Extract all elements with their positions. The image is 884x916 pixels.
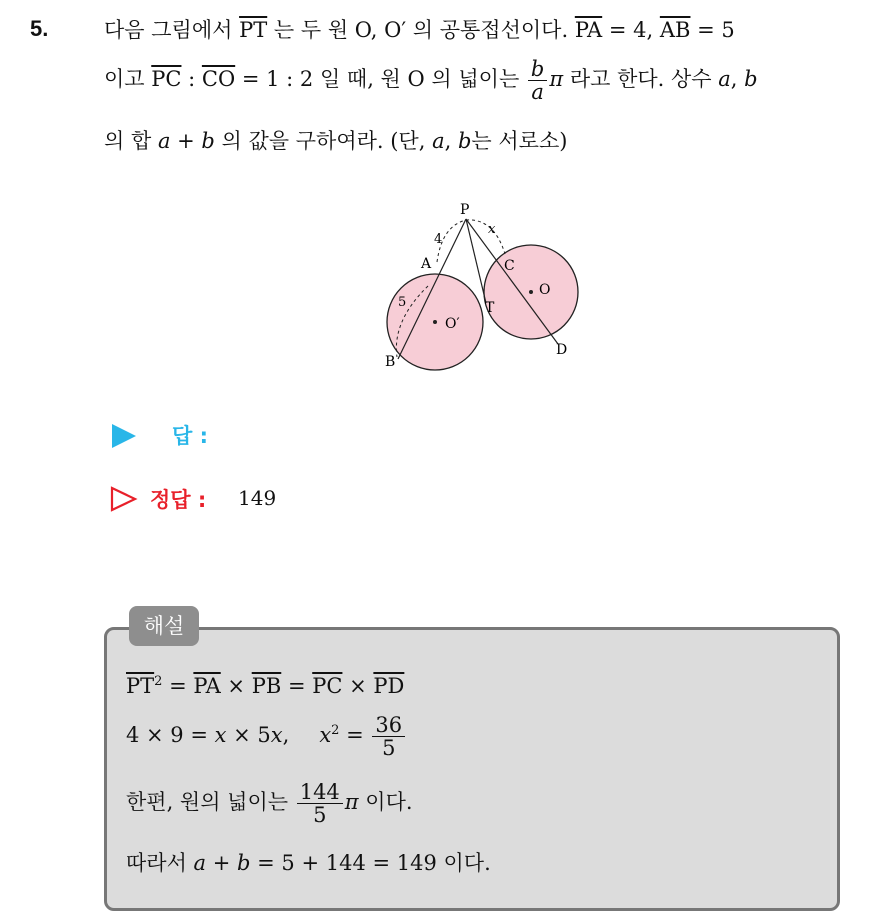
question-line-1: [104, 20, 735, 41]
pi-symbol: π: [344, 790, 359, 815]
question-text: = 1 : 2 일 때, 원 O 의 넓이는: [235, 67, 526, 92]
solution-text: 한편, 원의 넓이는: [126, 790, 295, 815]
fraction-numerator: 36: [372, 714, 405, 737]
label-d: D: [556, 342, 568, 358]
var-b: b: [744, 67, 758, 92]
dimension-arc-pc: [466, 220, 505, 254]
equals: =: [339, 723, 371, 748]
segment-pc: $\overline{PC}$: [151, 67, 182, 92]
solution-text: = 5 + 144 = 149 이다.: [250, 851, 491, 875]
label-o: O: [539, 282, 551, 298]
exponent: 2: [154, 674, 163, 689]
question-text: 라고 한다. 상수: [563, 67, 719, 92]
question-number: 5.: [30, 16, 49, 41]
label-a: A: [421, 256, 432, 272]
var-a: a: [432, 129, 445, 153]
label-t: T: [485, 300, 495, 316]
length-pa: 4: [434, 232, 443, 247]
fraction-36-over-5: [372, 714, 405, 759]
segment-pc: $\overline{PC}$: [312, 674, 343, 698]
question-text: 는 두 원 O, O′ 의 공통접선이다.: [267, 18, 575, 42]
fraction-144-over-5: [297, 781, 343, 826]
question-text: 의 합: [104, 129, 158, 153]
equals: =: [281, 674, 313, 698]
answer-triangle-icon: [112, 424, 136, 448]
length-ab: 5: [398, 295, 407, 310]
segment-pa: $\overline{PA}$: [193, 674, 221, 698]
correct-answer-value: 149: [238, 486, 277, 510]
question-text: 는 서로소): [471, 129, 568, 153]
segment-pb: $\overline{PB}$: [251, 674, 282, 698]
var-a: a: [718, 67, 731, 92]
solution-line-3: [126, 781, 413, 826]
question-text: :: [181, 67, 202, 92]
segment-pd: $\overline{PD}$: [373, 674, 405, 698]
fraction-numerator: b: [528, 58, 547, 81]
segment-co: $\overline{CO}$: [201, 67, 236, 92]
correct-answer-label: 정답 :: [150, 488, 207, 512]
var-b: b: [457, 129, 472, 153]
solution-line-2: [126, 714, 407, 759]
label-o-prime: O′: [445, 316, 460, 332]
segment-ab: $\overline{AB}$: [659, 18, 691, 42]
correct-answer-triangle-icon: [110, 486, 138, 512]
segment-pt: $\overline{PT}$: [126, 674, 155, 698]
var-x: x: [319, 723, 332, 748]
length-pc: x: [488, 222, 496, 237]
solution-line-4: [126, 853, 491, 874]
question-text: 의 값을 구하여라. (단,: [214, 129, 433, 153]
question-line-3: [104, 131, 567, 152]
solution-text: 따라서: [126, 851, 194, 875]
question-text: 이고: [104, 67, 152, 92]
equals: =: [162, 674, 194, 698]
geometry-figure: [378, 196, 588, 374]
question-line-2: [104, 58, 758, 103]
times: ×: [342, 674, 374, 698]
var-x: x: [270, 723, 283, 748]
solution-tag: 해설: [129, 606, 199, 646]
pi-symbol: π: [549, 67, 564, 92]
expression-text: × 5: [226, 723, 271, 748]
comma: ,: [730, 67, 745, 92]
comma: ,: [282, 723, 290, 748]
expression-text: 4 × 9 =: [126, 723, 215, 748]
center-o: [529, 290, 533, 294]
question-text: = 4,: [602, 18, 660, 42]
label-p: P: [460, 202, 470, 218]
question-text: 다음 그림에서: [104, 18, 240, 42]
comma: ,: [444, 129, 458, 153]
exponent: 2: [331, 723, 340, 739]
fraction-numerator: 144: [297, 781, 343, 804]
segment-pt: $\overline{PT}$: [239, 18, 268, 42]
answer-label: 답 :: [172, 424, 208, 448]
label-c: C: [504, 258, 515, 274]
fraction-denominator: a: [531, 80, 544, 105]
label-b: B: [385, 354, 396, 370]
solution-text: 이다.: [358, 790, 413, 815]
var-x: x: [214, 723, 227, 748]
solution-line-1: [126, 675, 404, 697]
fraction-denominator: 5: [382, 736, 396, 761]
expr-a-plus-b: a + b: [193, 851, 251, 875]
fraction-b-over-a: [528, 58, 547, 103]
expr-a-plus-b: a + b: [157, 129, 215, 153]
center-o-prime: [433, 320, 437, 324]
segment-pa: $\overline{PA}$: [574, 18, 603, 42]
fraction-denominator: 5: [313, 803, 327, 828]
question-text: = 5: [690, 18, 735, 42]
times: ×: [220, 674, 252, 698]
